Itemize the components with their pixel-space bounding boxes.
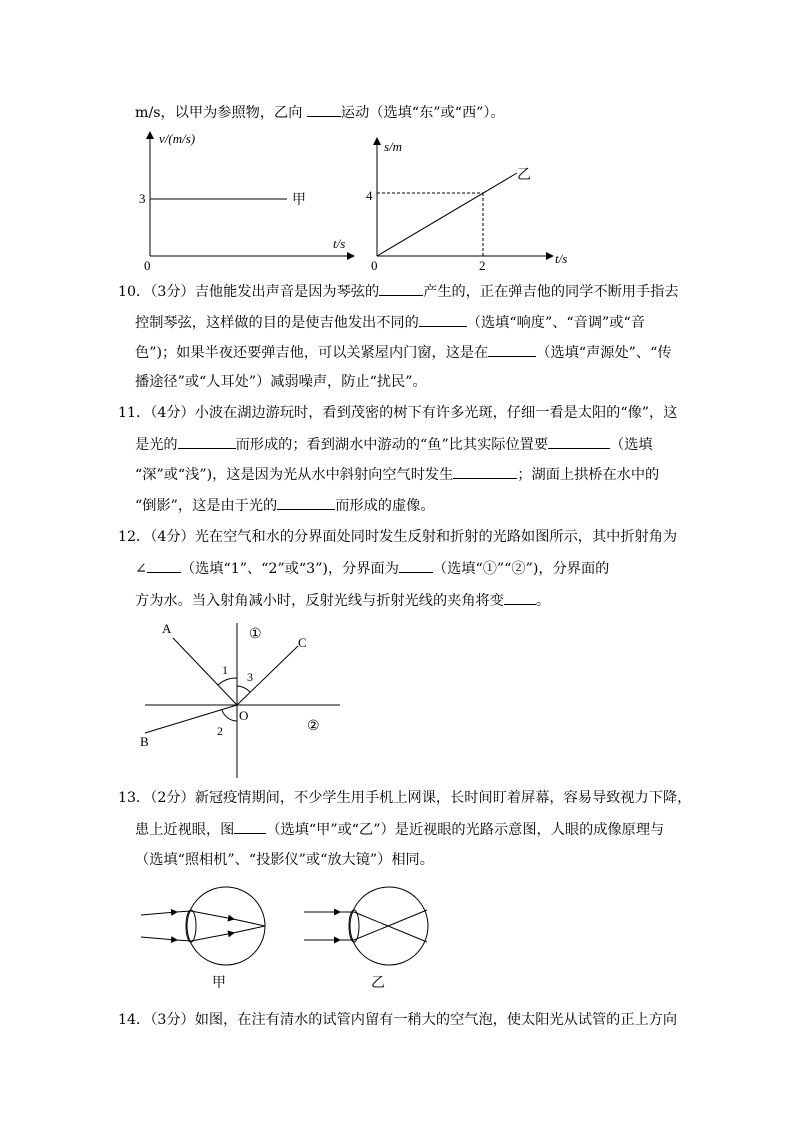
q13-text: 13．（2分）新冠疫情期间，不少学生用手机上网课，长时间盯着屏幕，容易导致视力下降， [118, 790, 692, 806]
q14-text: 14．（3分）如图，在注有清水的试管内留有一稍大的空气泡，使太阳光从试管的正上方向 [118, 1012, 678, 1028]
q10-line [135, 312, 645, 333]
jia-label: 甲 [292, 193, 306, 208]
q10-text: 产生的，正在弹吉他的同学不断用手指去 [423, 284, 679, 300]
q13-line [135, 850, 434, 870]
t-axis-label: t/s [555, 251, 568, 266]
q11-text: 而形成的虚像。 [335, 498, 435, 514]
angle-2-arc [222, 710, 237, 721]
velocity-time-graph [135, 125, 375, 275]
origin-label: 0 [371, 258, 378, 273]
label-C: C [298, 635, 307, 650]
distance-time-graph [362, 135, 572, 285]
answer-blank[interactable] [307, 102, 341, 117]
s-tick-label: 4 [366, 188, 373, 203]
q13-text: 患上近视眼，图 [135, 822, 235, 838]
q13-text: （选填“照相机”、“投影仪”或“放大镜”）相同。 [135, 852, 434, 868]
q13-text: （选填“甲”或“乙”）是近视眼的光路示意图，人眼的成像原理与 [266, 822, 665, 838]
q12-text: 方为水。当入射角减小时，反射光线与折射光线的夹角将变 [135, 593, 504, 609]
q12-text: 。 [535, 593, 551, 609]
q11-text: 11．（4分）小波在湖边游玩时，看到茂密的树下有许多光斑，仔细一看是太阳的“像”，这 [118, 405, 678, 421]
eye-label-yi: 乙 [371, 976, 385, 991]
eye-label-jia: 甲 [212, 976, 226, 991]
label-circle-2: ② [307, 719, 320, 734]
v-tick-label: 3 [139, 191, 146, 206]
q11-text: “深”或“浅”)，这是因为光从水中斜射向空气时发生 [135, 467, 454, 483]
label-O: O [239, 708, 249, 723]
q12-text: ∠ [135, 561, 147, 577]
q12-text: （选填“①”“②”)，分界面的 [432, 561, 610, 577]
q11-line [118, 403, 677, 423]
ray [191, 933, 233, 941]
t-tick-label: 2 [479, 258, 486, 273]
answer-blank[interactable] [548, 434, 610, 449]
q10-text: 播途径”或“人耳处”）减弱噪声，防止“扰民”。 [135, 374, 427, 390]
answer-blank[interactable] [399, 558, 433, 573]
answer-blank[interactable] [419, 312, 467, 327]
q11-line [135, 495, 435, 516]
label-A: A [162, 621, 172, 636]
ray [141, 937, 176, 940]
q11-text: 是光的 [135, 437, 178, 453]
eye-diagram-jia [138, 885, 278, 995]
label-B: B [140, 734, 149, 749]
ray [354, 910, 427, 940]
q10-line [135, 342, 672, 363]
yi-label: 乙 [517, 168, 531, 183]
answer-blank[interactable] [379, 281, 423, 296]
q12-text: 12．（4分）光在空气和水的分界面处同时发生反射和折射的光路如图所示，其中折射角为 [118, 529, 678, 545]
q10-text: （选填“响度”、“音调”或“音 [466, 315, 645, 331]
q10-text: 色”)；如果半夜还要弹吉他，可以关紧屋内门窗，这是在 [135, 345, 489, 361]
q11-text: ；湖面上拱桥在水中的 [517, 467, 660, 483]
ray [233, 919, 265, 926]
q11-text: （选填 [610, 437, 653, 453]
q11-line [135, 434, 653, 455]
eyeball [187, 887, 265, 965]
top-line [135, 102, 505, 123]
ray [141, 912, 176, 915]
q12-line [135, 590, 550, 611]
q11-line [135, 464, 659, 485]
eye-diagram-yi [301, 885, 441, 995]
q12-line [118, 527, 677, 547]
ray-OB [145, 705, 237, 733]
answer-blank[interactable] [488, 342, 536, 357]
s-axis-label: s/m [384, 139, 403, 154]
q11-text: “倒影”，这是由于光的 [135, 498, 278, 514]
answer-blank[interactable] [234, 819, 266, 834]
ray [233, 926, 265, 933]
label-angle-1: 1 [222, 663, 228, 677]
q13-line [118, 788, 691, 808]
ray [191, 911, 233, 919]
answer-blank[interactable] [277, 495, 335, 510]
top-line-text: 运动（选填“东”或“西”）。 [340, 105, 505, 121]
light-path-figure [135, 618, 365, 788]
q11-text: 而形成的；看到湖水中游动的“鱼”比其实际位置要 [235, 437, 549, 453]
q10-text: （选填“声源处”、“传 [536, 345, 672, 361]
q14-line [118, 1010, 677, 1030]
q10-line [118, 281, 679, 302]
q10-text: 10．（3分）吉他能发出声音是因为琴弦的 [118, 284, 380, 300]
origin-label: 0 [144, 258, 151, 273]
angle-3-arc [237, 686, 250, 692]
q13-line [135, 819, 664, 840]
ray [354, 912, 427, 942]
q12-text: （选填“1”、“2”或“3”)，分界面为 [180, 561, 399, 577]
answer-blank[interactable] [147, 558, 181, 573]
label-circle-1: ① [249, 627, 262, 642]
top-line-text: m/s，以甲为参照物，乙向 [135, 105, 307, 121]
label-angle-2: 2 [217, 724, 223, 738]
q12-line [135, 558, 609, 579]
q10-line [135, 372, 427, 392]
answer-blank[interactable] [453, 464, 517, 479]
t-axis-label: t/s [333, 236, 346, 251]
q10-text: 控制琴弦，这样做的目的是使吉他发出不同的 [135, 315, 419, 331]
answer-blank[interactable] [178, 434, 236, 449]
angle-1-arc [218, 678, 237, 685]
label-angle-3: 3 [247, 670, 253, 684]
v-axis-label: v/(m/s) [159, 131, 196, 146]
answer-blank[interactable] [504, 590, 536, 605]
yi-line [377, 173, 517, 256]
